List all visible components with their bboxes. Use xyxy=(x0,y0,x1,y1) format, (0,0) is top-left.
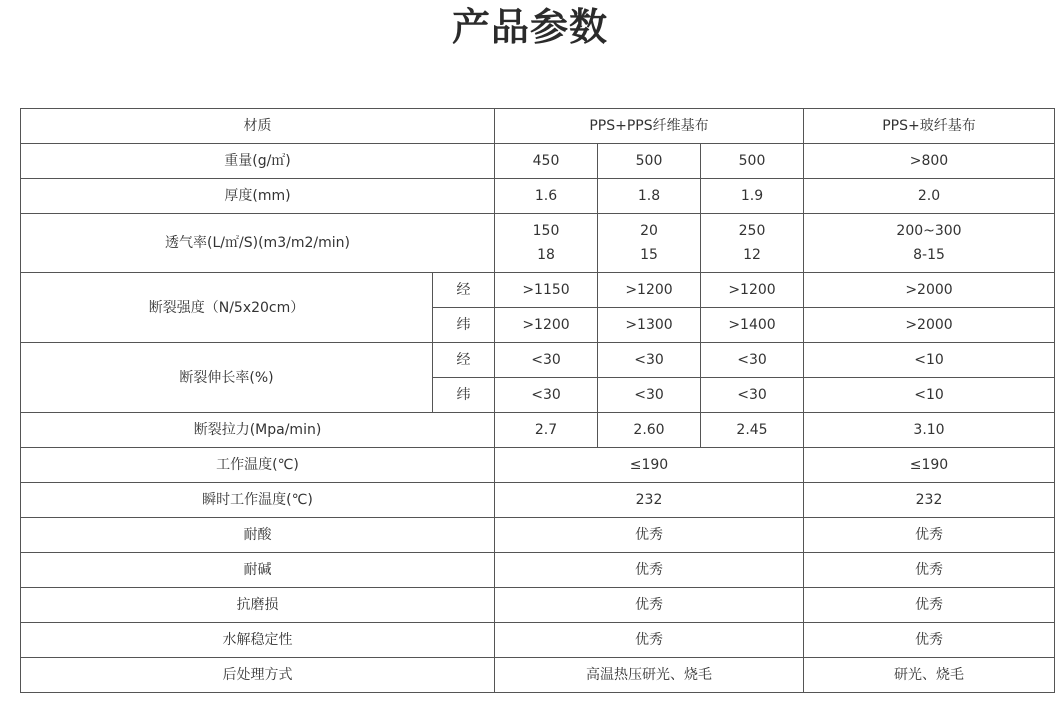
strength-value: >1400 xyxy=(701,308,804,343)
tension-value: 2.60 xyxy=(598,413,701,448)
permeability-value xyxy=(598,214,701,273)
hydrolysis-value: 优秀 xyxy=(495,623,804,658)
warp-label: 经 xyxy=(433,273,495,308)
weft-label: 纬 xyxy=(433,308,495,343)
instant-temp-value: 232 xyxy=(495,483,804,518)
strength-value: >1200 xyxy=(495,308,598,343)
permeability-line: 150 xyxy=(532,223,560,239)
permeability-line: 8-15 xyxy=(913,247,945,263)
elongation-value: <30 xyxy=(495,343,598,378)
elongation-value: <30 xyxy=(495,378,598,413)
permeability-line: 18 xyxy=(537,247,555,263)
material-label: 材质 xyxy=(21,109,495,144)
tension-value: 3.10 xyxy=(804,413,1055,448)
table-row-strength-warp xyxy=(21,273,1055,308)
strength-value: >1200 xyxy=(701,273,804,308)
permeability-line: 250 xyxy=(738,223,766,239)
tension-value: 2.45 xyxy=(701,413,804,448)
weight-label: 重量(g/㎡) xyxy=(21,144,495,179)
thickness-label: 厚度(mm) xyxy=(21,179,495,214)
table-row-weight xyxy=(21,144,1055,179)
temp-label: 工作温度(℃) xyxy=(21,448,495,483)
product-spec-table xyxy=(20,108,1055,693)
abrasion-value: 优秀 xyxy=(804,588,1055,623)
alkali-value: 优秀 xyxy=(495,553,804,588)
acid-value: 优秀 xyxy=(804,518,1055,553)
weight-value: 450 xyxy=(495,144,598,179)
abrasion-value: 优秀 xyxy=(495,588,804,623)
elongation-value: <30 xyxy=(701,378,804,413)
elongation-value: <10 xyxy=(804,378,1055,413)
thickness-value: 1.8 xyxy=(598,179,701,214)
weight-value: 500 xyxy=(598,144,701,179)
tension-label: 断裂拉力(Mpa/min) xyxy=(21,413,495,448)
table-row-finishing xyxy=(21,658,1055,693)
permeability-value xyxy=(701,214,804,273)
table-row-acid xyxy=(21,518,1055,553)
table-row-alkali xyxy=(21,553,1055,588)
alkali-label: 耐碱 xyxy=(21,553,495,588)
group2-header: PPS+玻纤基布 xyxy=(804,109,1055,144)
warp-label: 经 xyxy=(433,343,495,378)
thickness-value: 1.6 xyxy=(495,179,598,214)
elongation-value: <30 xyxy=(701,343,804,378)
strength-value: >1300 xyxy=(598,308,701,343)
instant-temp-label: 瞬时工作温度(℃) xyxy=(21,483,495,518)
table-row-header xyxy=(21,109,1055,144)
alkali-value: 优秀 xyxy=(804,553,1055,588)
table-row-permeability xyxy=(21,214,1055,273)
acid-value: 优秀 xyxy=(495,518,804,553)
instant-temp-value: 232 xyxy=(804,483,1055,518)
tension-value: 2.7 xyxy=(495,413,598,448)
permeability-line: 200~300 xyxy=(896,223,962,239)
permeability-value xyxy=(804,214,1055,273)
weight-value: >800 xyxy=(804,144,1055,179)
acid-label: 耐酸 xyxy=(21,518,495,553)
weft-label: 纬 xyxy=(433,378,495,413)
table-row-thickness xyxy=(21,179,1055,214)
permeability-label: 透气率(L/㎡/S)(m3/m2/min) xyxy=(21,214,495,273)
strength-value: >2000 xyxy=(804,273,1055,308)
strength-value: >1150 xyxy=(495,273,598,308)
elongation-value: <10 xyxy=(804,343,1055,378)
table-row-tension xyxy=(21,413,1055,448)
table-row-temp xyxy=(21,448,1055,483)
table-row-instant-temp xyxy=(21,483,1055,518)
temp-value: ≤190 xyxy=(804,448,1055,483)
weight-value: 500 xyxy=(701,144,804,179)
finishing-label: 后处理方式 xyxy=(21,658,495,693)
strength-value: >2000 xyxy=(804,308,1055,343)
elongation-value: <30 xyxy=(598,343,701,378)
hydrolysis-label: 水解稳定性 xyxy=(21,623,495,658)
thickness-value: 1.9 xyxy=(701,179,804,214)
page-title: 产品参数 xyxy=(451,5,608,49)
finishing-value: 高温热压研光、烧毛 xyxy=(495,658,804,693)
finishing-value: 研光、烧毛 xyxy=(804,658,1055,693)
hydrolysis-value: 优秀 xyxy=(804,623,1055,658)
temp-value: ≤190 xyxy=(495,448,804,483)
table-row-abrasion xyxy=(21,588,1055,623)
permeability-line: 15 xyxy=(640,247,658,263)
permeability-line: 20 xyxy=(640,223,658,239)
abrasion-label: 抗磨损 xyxy=(21,588,495,623)
strength-value: >1200 xyxy=(598,273,701,308)
elongation-value: <30 xyxy=(598,378,701,413)
thickness-value: 2.0 xyxy=(804,179,1055,214)
permeability-value xyxy=(495,214,598,273)
permeability-line: 12 xyxy=(743,247,761,263)
group1-header: PPS+PPS纤维基布 xyxy=(495,109,804,144)
table-row-elongation-warp xyxy=(21,343,1055,378)
strength-label: 断裂强度（N/5x20cm） xyxy=(21,273,433,343)
table-row-hydrolysis xyxy=(21,623,1055,658)
elongation-label: 断裂伸长率(%) xyxy=(21,343,433,413)
